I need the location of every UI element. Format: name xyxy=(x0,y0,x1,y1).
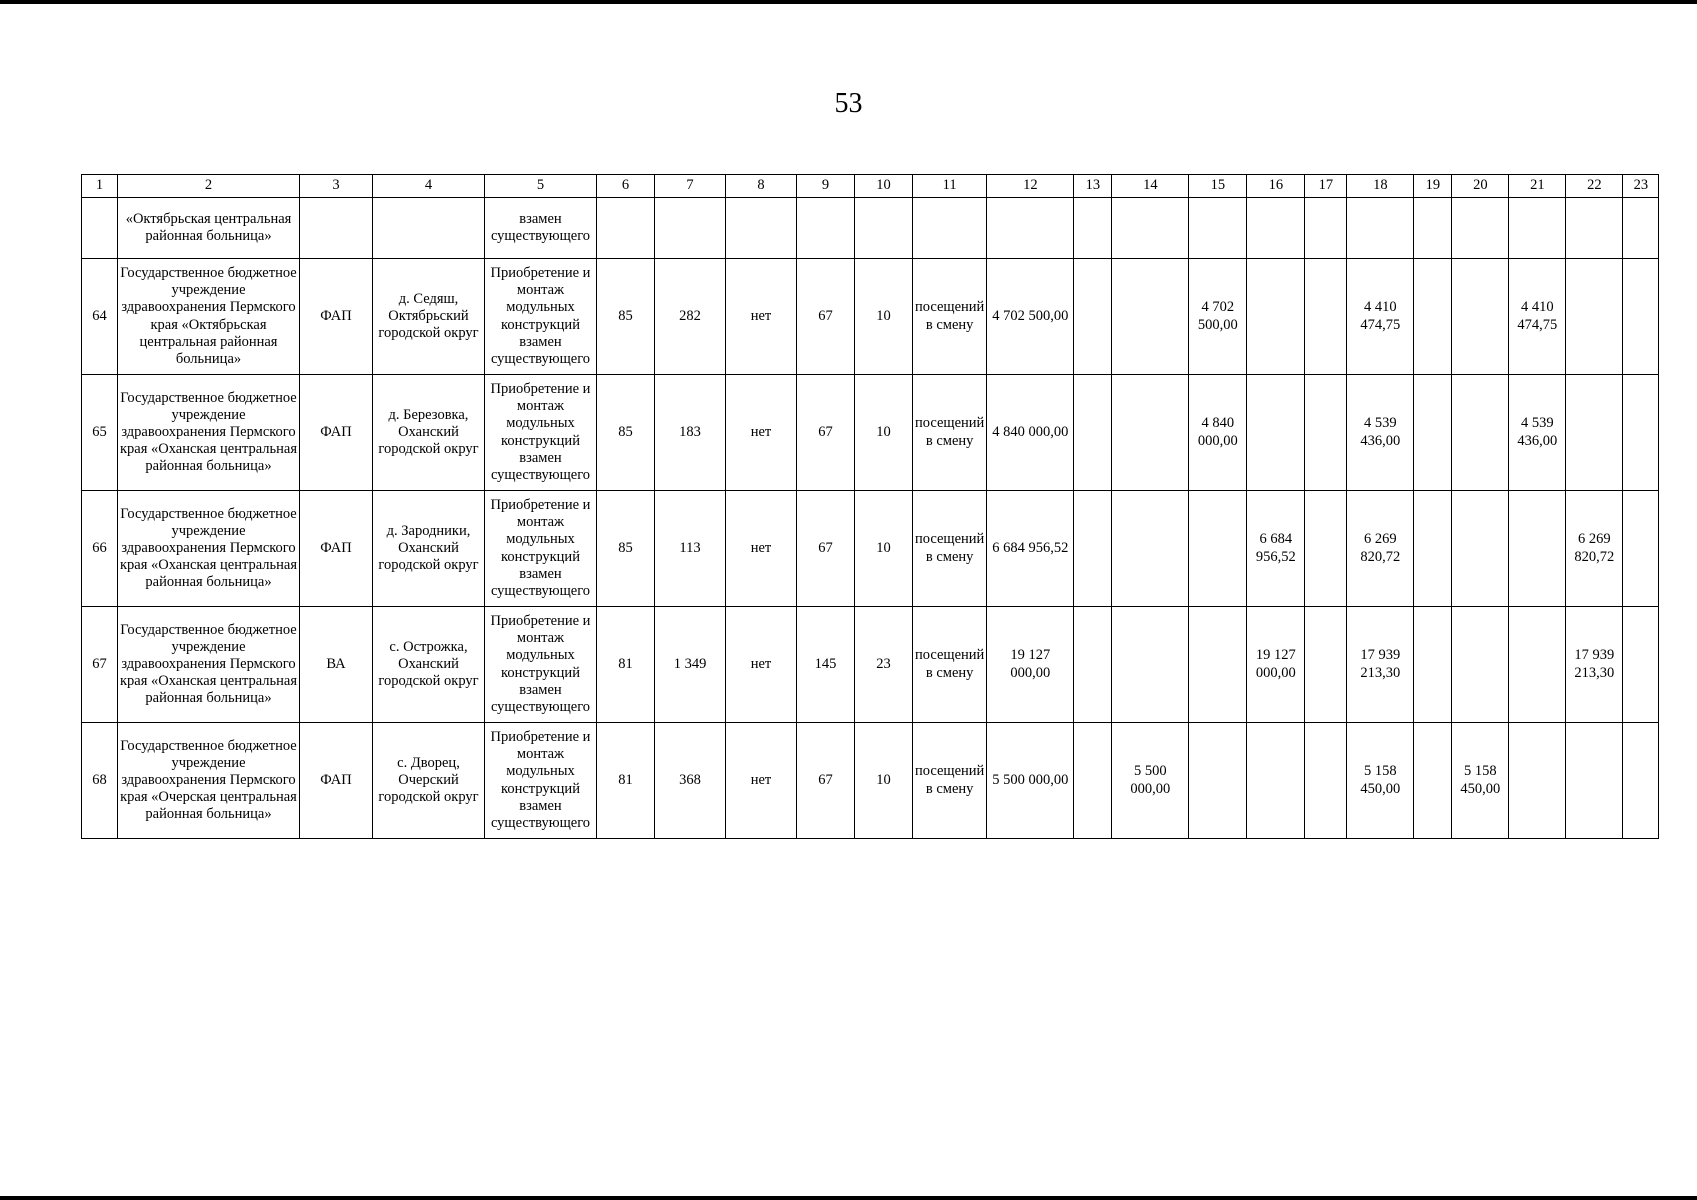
table-cell: Государственное бюджетное учреждение здравоохранения Пермского края «Оханская центральная районная больница» xyxy=(118,607,300,723)
table-cell: 5 500 000,00 xyxy=(987,723,1074,839)
table-cell: посещений в смену xyxy=(913,491,987,607)
table-cell: 113 xyxy=(655,491,726,607)
header-cell: 15 xyxy=(1189,175,1247,198)
table-row xyxy=(82,259,1659,375)
table-row xyxy=(82,198,1659,259)
table-cell: 64 xyxy=(82,259,118,375)
table-cell: д. Седяш, Октябрьский городской округ xyxy=(373,259,485,375)
table-cell: 17 939 213,30 xyxy=(1347,607,1414,723)
table-cell: нет xyxy=(726,491,797,607)
table-cell xyxy=(1112,259,1189,375)
table-cell: ФАП xyxy=(300,723,373,839)
table-cell: 4 702 500,00 xyxy=(987,259,1074,375)
table-cell: 10 xyxy=(855,259,913,375)
table-cell xyxy=(300,198,373,259)
table-cell xyxy=(1247,259,1305,375)
data-table xyxy=(81,174,1659,839)
header-cell: 22 xyxy=(1566,175,1623,198)
table-cell xyxy=(1347,198,1414,259)
table-cell xyxy=(1623,723,1659,839)
header-cell: 2 xyxy=(118,175,300,198)
table-cell: 85 xyxy=(597,259,655,375)
table-cell xyxy=(913,198,987,259)
table-cell xyxy=(1305,375,1347,491)
table-cell: с. Дворец, Очерский городской округ xyxy=(373,723,485,839)
table-cell: посещений в смену xyxy=(913,259,987,375)
table-cell xyxy=(597,198,655,259)
table-cell: Государственное бюджетное учреждение здравоохранения Пермского края «Очерская центральная районная больница» xyxy=(118,723,300,839)
table-cell: взамен существующего xyxy=(485,198,597,259)
table-cell xyxy=(1305,198,1347,259)
table-cell xyxy=(1112,198,1189,259)
table-cell: 85 xyxy=(597,491,655,607)
table-cell: 4 410 474,75 xyxy=(1347,259,1414,375)
table-cell: 1 349 xyxy=(655,607,726,723)
table-row xyxy=(82,491,1659,607)
table-cell: 66 xyxy=(82,491,118,607)
table-cell: Приобретение и монтаж модульных конструкций взамен существующего xyxy=(485,723,597,839)
table-cell xyxy=(726,198,797,259)
table-cell: 19 127 000,00 xyxy=(987,607,1074,723)
table-cell: д. Зародники, Оханский городской округ xyxy=(373,491,485,607)
table-cell xyxy=(1566,198,1623,259)
table-cell: 67 xyxy=(797,375,855,491)
table-cell: 67 xyxy=(797,259,855,375)
table-cell: Государственное бюджетное учреждение здравоохранения Пермского края «Оханская центральная районная больница» xyxy=(118,491,300,607)
table-cell xyxy=(1074,259,1112,375)
table-cell: Государственное бюджетное учреждение здравоохранения Пермского края «Оханская центральная районная больница» xyxy=(118,375,300,491)
table-cell: 4 840 000,00 xyxy=(987,375,1074,491)
table-cell xyxy=(1247,375,1305,491)
header-cell: 6 xyxy=(597,175,655,198)
table-cell xyxy=(1623,198,1659,259)
table-cell xyxy=(1509,198,1566,259)
header-cell: 8 xyxy=(726,175,797,198)
table-cell xyxy=(1074,723,1112,839)
table-cell xyxy=(82,198,118,259)
table-cell: 10 xyxy=(855,375,913,491)
table-cell: 81 xyxy=(597,723,655,839)
table-cell xyxy=(1414,259,1452,375)
table-cell: 10 xyxy=(855,491,913,607)
table-cell: нет xyxy=(726,723,797,839)
table-cell: 85 xyxy=(597,375,655,491)
header-cell: 18 xyxy=(1347,175,1414,198)
table-cell: нет xyxy=(726,375,797,491)
table-cell: посещений в смену xyxy=(913,375,987,491)
header-cell: 20 xyxy=(1452,175,1509,198)
table-cell xyxy=(1074,375,1112,491)
table-cell: 368 xyxy=(655,723,726,839)
table-cell: «Октябрьская центральная районная больница» xyxy=(118,198,300,259)
table-cell: 6 269 820,72 xyxy=(1566,491,1623,607)
table-cell xyxy=(1189,491,1247,607)
table-cell xyxy=(1566,259,1623,375)
header-cell: 14 xyxy=(1112,175,1189,198)
table-cell: Государственное бюджетное учреждение здравоохранения Пермского края «Октябрьская центральная районная больница» xyxy=(118,259,300,375)
table-cell xyxy=(1305,259,1347,375)
page-number: 53 xyxy=(834,88,863,119)
table-cell: посещений в смену xyxy=(913,607,987,723)
header-row xyxy=(82,175,1659,198)
table-cell: 67 xyxy=(797,491,855,607)
table-cell: 5 158 450,00 xyxy=(1347,723,1414,839)
table-cell: Приобретение и монтаж модульных конструкций взамен существующего xyxy=(485,491,597,607)
table-cell xyxy=(1305,723,1347,839)
table-row xyxy=(82,375,1659,491)
table-cell: 81 xyxy=(597,607,655,723)
table-cell: Приобретение и монтаж модульных конструкций взамен существующего xyxy=(485,259,597,375)
header-cell: 1 xyxy=(82,175,118,198)
table-cell: 4 539 436,00 xyxy=(1347,375,1414,491)
table-cell xyxy=(1074,198,1112,259)
table-cell xyxy=(1623,491,1659,607)
table-cell: ФАП xyxy=(300,491,373,607)
table-cell: 145 xyxy=(797,607,855,723)
table-cell xyxy=(1623,375,1659,491)
table-cell xyxy=(1452,607,1509,723)
table-cell: 67 xyxy=(797,723,855,839)
table-cell xyxy=(1414,491,1452,607)
table-row xyxy=(82,723,1659,839)
table-cell: 10 xyxy=(855,723,913,839)
table-cell: посещений в смену xyxy=(913,723,987,839)
table-cell xyxy=(1247,723,1305,839)
table-cell xyxy=(1452,491,1509,607)
header-cell: 13 xyxy=(1074,175,1112,198)
table-cell xyxy=(1414,198,1452,259)
table-cell xyxy=(1452,259,1509,375)
table-cell xyxy=(1509,723,1566,839)
table-cell xyxy=(1305,491,1347,607)
header-cell: 12 xyxy=(987,175,1074,198)
table-cell: 4 840 000,00 xyxy=(1189,375,1247,491)
header-cell: 4 xyxy=(373,175,485,198)
table-cell xyxy=(1112,491,1189,607)
table-cell xyxy=(373,198,485,259)
table-cell: 6 684 956,52 xyxy=(987,491,1074,607)
table-cell: нет xyxy=(726,607,797,723)
header-cell: 21 xyxy=(1509,175,1566,198)
table-cell: 4 410 474,75 xyxy=(1509,259,1566,375)
table-cell: ФАП xyxy=(300,259,373,375)
table-cell: 19 127 000,00 xyxy=(1247,607,1305,723)
table-cell xyxy=(1247,198,1305,259)
table-cell xyxy=(1509,491,1566,607)
table-cell xyxy=(655,198,726,259)
header-cell: 17 xyxy=(1305,175,1347,198)
table-cell: 5 158 450,00 xyxy=(1452,723,1509,839)
table-cell: 17 939 213,30 xyxy=(1566,607,1623,723)
table-cell xyxy=(1189,723,1247,839)
table-cell xyxy=(1509,607,1566,723)
table-cell: Приобретение и монтаж модульных конструкций взамен существующего xyxy=(485,607,597,723)
header-cell: 11 xyxy=(913,175,987,198)
table-cell xyxy=(1112,607,1189,723)
table-cell: 282 xyxy=(655,259,726,375)
table-cell xyxy=(1566,723,1623,839)
table-cell xyxy=(1414,723,1452,839)
header-cell: 19 xyxy=(1414,175,1452,198)
table-cell xyxy=(1189,198,1247,259)
table-cell: Приобретение и монтаж модульных конструкций взамен существующего xyxy=(485,375,597,491)
table-cell: д. Березовка, Оханский городской округ xyxy=(373,375,485,491)
table-cell: 65 xyxy=(82,375,118,491)
table-cell xyxy=(1414,375,1452,491)
table-cell: ФАП xyxy=(300,375,373,491)
header-cell: 10 xyxy=(855,175,913,198)
table-cell xyxy=(1189,607,1247,723)
table-cell: 23 xyxy=(855,607,913,723)
table-cell xyxy=(1623,259,1659,375)
table-cell: 67 xyxy=(82,607,118,723)
page-edge-bottom xyxy=(0,1196,1697,1200)
table-cell xyxy=(797,198,855,259)
table-cell xyxy=(1074,607,1112,723)
table-cell xyxy=(1566,375,1623,491)
table-cell xyxy=(1623,607,1659,723)
table-cell xyxy=(987,198,1074,259)
table-cell: 6 269 820,72 xyxy=(1347,491,1414,607)
table-cell xyxy=(1452,375,1509,491)
table-cell: 4 539 436,00 xyxy=(1509,375,1566,491)
header-cell: 3 xyxy=(300,175,373,198)
table-cell xyxy=(1074,491,1112,607)
table-cell xyxy=(1112,375,1189,491)
table-cell: ВА xyxy=(300,607,373,723)
table-cell: 6 684 956,52 xyxy=(1247,491,1305,607)
page-edge-top xyxy=(0,0,1697,4)
header-cell: 7 xyxy=(655,175,726,198)
header-cell: 9 xyxy=(797,175,855,198)
table-cell xyxy=(1305,607,1347,723)
table-cell: 183 xyxy=(655,375,726,491)
table-cell xyxy=(855,198,913,259)
table-row xyxy=(82,607,1659,723)
table-cell: нет xyxy=(726,259,797,375)
table-cell: с. Острожка, Оханский городской округ xyxy=(373,607,485,723)
header-cell: 16 xyxy=(1247,175,1305,198)
table-cell: 4 702 500,00 xyxy=(1189,259,1247,375)
table-cell: 68 xyxy=(82,723,118,839)
table-cell xyxy=(1452,198,1509,259)
table-cell: 5 500 000,00 xyxy=(1112,723,1189,839)
header-cell: 23 xyxy=(1623,175,1659,198)
table-cell xyxy=(1414,607,1452,723)
header-cell: 5 xyxy=(485,175,597,198)
